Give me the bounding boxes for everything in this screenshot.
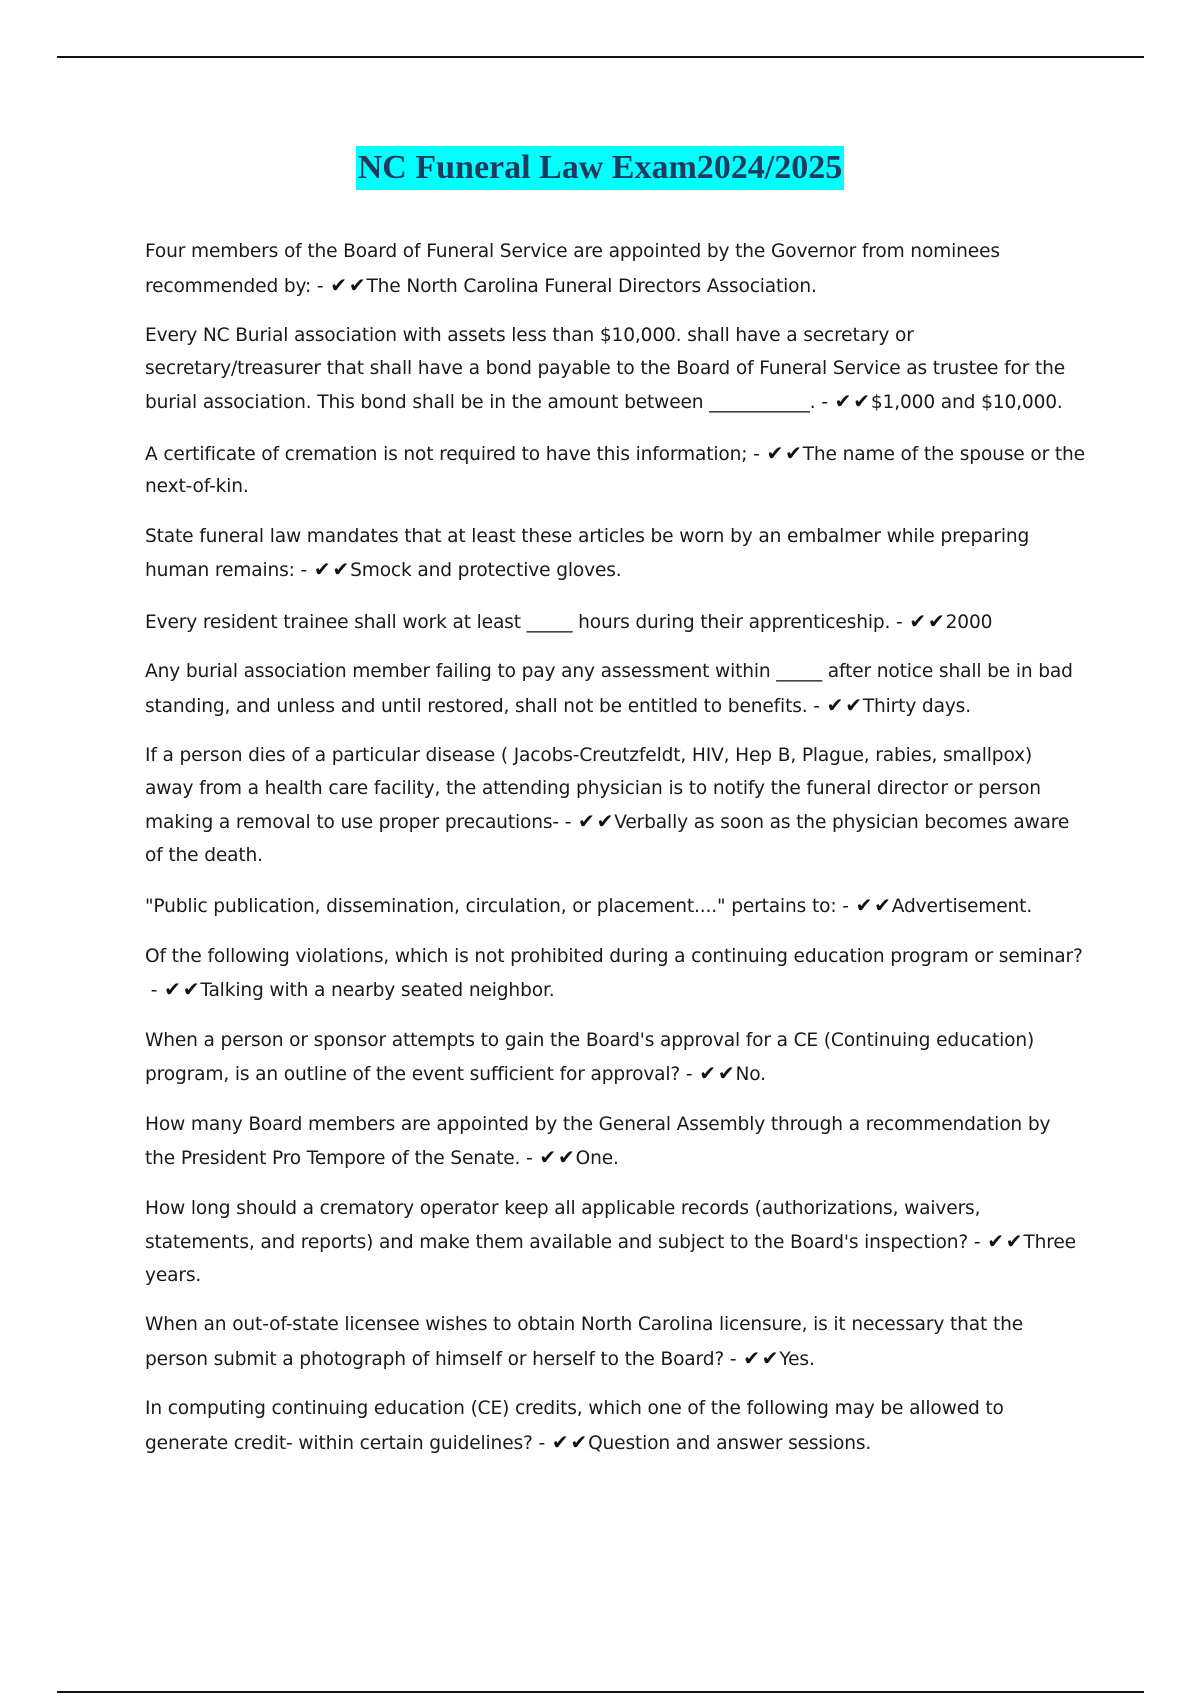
checkmark-icon: ✔: [766, 440, 784, 465]
answer-text: Advertisement.: [891, 896, 1033, 917]
checkmark-icon: ✔: [558, 1145, 575, 1169]
checkmark-icon: ✔: [539, 1145, 557, 1169]
separator: -: [724, 1348, 743, 1370]
question-text: "Public publication, dissemination, circulation, or placement...." pertains to:: [145, 896, 837, 917]
checkmark-icon: ✔: [853, 389, 870, 413]
checkmark-icon: ✔: [826, 692, 844, 717]
checkmark-icon: ✔: [909, 608, 926, 633]
checkmark-icon: ✔: [743, 1345, 760, 1370]
answer-text: Thirty days.: [862, 695, 971, 717]
checkmark-icon: ✔: [332, 557, 350, 581]
qa-item: [145, 320, 1085, 420]
separator: -: [890, 611, 909, 633]
question-text: Of the following violations, which is not prohibited during a continuing education program or seminar?: [145, 945, 1083, 967]
checkmark-icon: ✔: [313, 557, 331, 581]
qa-item: [145, 1393, 1085, 1460]
answer-text: Yes.: [779, 1348, 815, 1370]
qa-list: [145, 236, 1085, 1477]
answer-text: Three years.: [145, 1232, 1076, 1286]
answer-text: Talking with a nearby seated neighbor.: [200, 980, 555, 1001]
question-text: When an out-of-state licensee wishes to obtain North Carolina licensure, is it necessary that the person submit a photograph of himself or herself to the Board?: [145, 1314, 1024, 1370]
separator: -: [815, 392, 834, 413]
question-text: State funeral law mandates that at least these articles be worn by an embalmer while preparing human remains:: [145, 525, 1030, 581]
checkmark-icon: ✔: [182, 977, 200, 1001]
qa-item: [145, 1109, 1085, 1176]
question-text: If a person dies of a particular disease ( Jacobs-Creutzfeldt, HIV, Hep B, Plague, rabies, smallpox) away from a health care facility, the attending physician is to notify the funeral director or person making a removal to use proper precautions-: [145, 745, 1041, 833]
checkmark-icon: ✔: [699, 1061, 716, 1085]
answer-text: Verbally as soon as the physician becomes aware of the death.: [145, 812, 1070, 866]
qa-item: [145, 889, 1085, 924]
qa-item: [145, 656, 1085, 723]
qa-item: [145, 1309, 1085, 1376]
question-text: In computing continuing education (CE) credits, which one of the following may be allowed to generate credit- within certain guidelines?: [145, 1398, 1004, 1454]
answer-text: The name of the spouse or the next-of-kin.: [145, 443, 1085, 497]
checkmark-icon: ✔: [596, 809, 614, 833]
checkmark-icon: ✔: [578, 809, 595, 833]
answer-text: 2000: [945, 611, 993, 633]
checkmark-icon: ✔: [855, 893, 873, 917]
separator: -: [558, 812, 578, 833]
title-container: [0, 146, 1200, 190]
checkmark-icon: ✔: [874, 893, 891, 917]
checkmark-icon: ✔: [551, 1429, 569, 1454]
qa-item: [145, 1193, 1085, 1293]
answer-text: No.: [735, 1064, 766, 1085]
top-rule: [57, 56, 1144, 58]
answer-text: $1,000 and $10,000.: [870, 392, 1063, 413]
checkmark-icon: ✔: [164, 977, 181, 1001]
checkmark-icon: ✔: [927, 608, 945, 633]
separator: -: [836, 896, 855, 917]
question-text: When a person or sponsor attempts to gain the Board's approval for a CE (Continuing education) program, is an outline of the event sufficient for approval?: [145, 1029, 1035, 1085]
separator: -: [145, 980, 164, 1001]
checkmark-icon: ✔: [330, 272, 347, 297]
separator: -: [294, 560, 313, 581]
qa-item: [145, 1025, 1085, 1092]
answer-text: The North Carolina Funeral Directors Association.: [366, 275, 817, 297]
answer-text: One.: [575, 1148, 619, 1169]
question-text: Every resident trainee shall work at least _____ hours during their apprenticeship.: [145, 611, 891, 633]
checkmark-icon: ✔: [761, 1345, 779, 1370]
question-text: How many Board members are appointed by the General Assembly through a recommendation by the President Pro Tempore of the Senate.: [145, 1113, 1051, 1169]
separator: -: [680, 1064, 699, 1085]
qa-item: [145, 941, 1085, 1008]
separator: -: [520, 1148, 539, 1169]
checkmark-icon: ✔: [570, 1429, 588, 1454]
checkmark-icon: ✔: [348, 272, 366, 297]
separator: -: [311, 275, 330, 297]
checkmark-icon: ✔: [834, 389, 852, 413]
qa-item: [145, 521, 1085, 588]
separator: -: [747, 443, 766, 465]
answer-text: Question and answer sessions.: [588, 1432, 872, 1454]
checkmark-icon: ✔: [717, 1061, 735, 1085]
question-text: Any burial association member failing to pay any assessment within _____ after notice shall be in bad standing, and unless and until restored, shall not be entitled to benefits.: [145, 661, 1073, 717]
separator: -: [968, 1232, 987, 1253]
separator: -: [532, 1432, 551, 1454]
checkmark-icon: ✔: [845, 692, 862, 717]
question-text: Every NC Burial association with assets less than $10,000. shall have a secretary or secretary/treasurer that shall have a bond payable to the Board of Funeral Service as trustee for the burial association. This bond shall be in the amount between ___________.: [145, 325, 1066, 413]
checkmark-icon: ✔: [987, 1229, 1004, 1253]
qa-item: [145, 236, 1085, 303]
qa-item: [145, 605, 1085, 640]
separator: -: [807, 695, 826, 717]
page-title: NC Funeral Law Exam2024/2025: [356, 146, 845, 190]
checkmark-icon: ✔: [1005, 1229, 1023, 1253]
answer-text: Smock and protective gloves.: [350, 560, 622, 581]
checkmark-icon: ✔: [785, 440, 802, 465]
question-text: A certificate of cremation is not required to have this information;: [145, 443, 748, 465]
question-text: How long should a crematory operator keep all applicable records (authorizations, waivers, statements, and reports) and make them available and subject to the Board's inspection?: [145, 1197, 981, 1253]
bottom-rule: [57, 1691, 1144, 1693]
qa-item: [145, 740, 1085, 872]
qa-item: [145, 437, 1085, 504]
question-text: Four members of the Board of Funeral Service are appointed by the Governor from nominees recommended by:: [145, 241, 1000, 297]
